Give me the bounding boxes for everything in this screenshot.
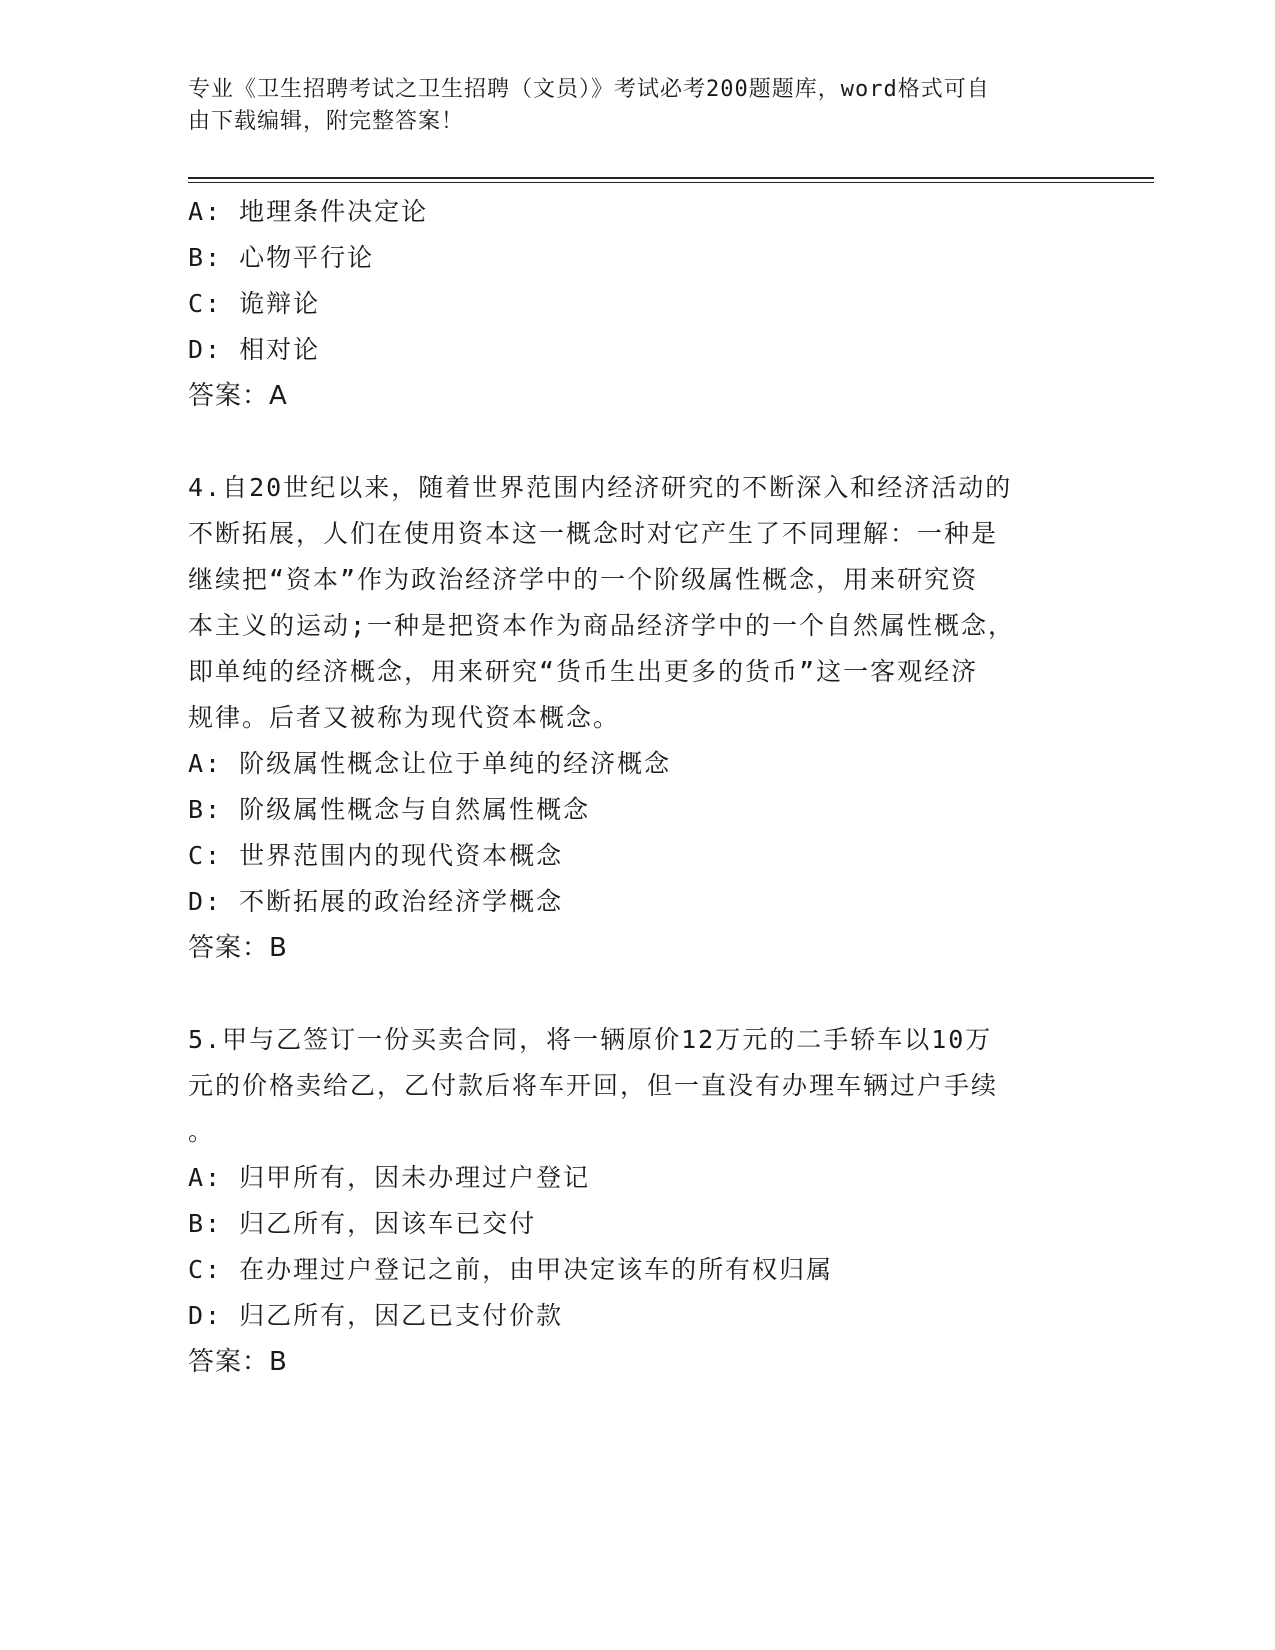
- q5-option-d: D: 归乙所有，因乙已支付价款: [188, 1301, 564, 1330]
- spacer: [188, 971, 1088, 1017]
- q4-stem-line: 本主义的运动;一种是把资本作为商品经济学中的一个自然属性概念，: [188, 611, 1016, 640]
- q3-option-a: A: 地理条件决定论: [188, 197, 429, 226]
- q4-stem-line: 继续把“资本”作为政治经济学中的一个阶级属性概念，用来研究资: [188, 565, 979, 594]
- q4-option-b: B: 阶级属性概念与自然属性概念: [188, 795, 591, 824]
- q5-stem-line: 元的价格卖给乙，乙付款后将车开回，但一直没有办理车辆过户手续: [188, 1071, 999, 1100]
- question-4: [188, 465, 1088, 971]
- q5-stem-line: 5.甲与乙签订一份买卖合同，将一辆原价12万元的二手轿车以10万: [188, 1025, 993, 1054]
- header-divider-thick: [188, 177, 1154, 179]
- q5-option-c: C: 在办理过户登记之前，由甲决定该车的所有权归属: [188, 1255, 834, 1284]
- q4-stem-line: 即单纯的经济概念，用来研究“货币生出更多的货币”这一客观经济: [188, 657, 979, 686]
- question-content: [188, 189, 1088, 1385]
- q4-option-c: C: 世界范围内的现代资本概念: [188, 841, 564, 870]
- document-header: [188, 74, 1068, 138]
- q4-stem-line: 规律。后者又被称为现代资本概念。: [188, 703, 621, 732]
- q3-answer: 答案：A: [188, 381, 288, 411]
- q5-stem-line: 。: [188, 1117, 216, 1146]
- header-line-2: 由下载编辑，附完整答案！: [188, 109, 465, 134]
- q5-option-b: B: 归乙所有，因该车已交付: [188, 1209, 537, 1238]
- header-divider-thin: [188, 182, 1154, 183]
- q4-option-d: D: 不断拓展的政治经济学概念: [188, 887, 564, 916]
- question-3: [188, 189, 1088, 419]
- spacer: [188, 419, 1088, 465]
- q4-answer: 答案：B: [188, 933, 288, 963]
- q3-option-d: D: 相对论: [188, 335, 321, 364]
- q4-stem-line: 不断拓展，人们在使用资本这一概念时对它产生了不同理解：一种是: [188, 519, 999, 548]
- q4-option-a: A: 阶级属性概念让位于单纯的经济概念: [188, 749, 672, 778]
- q5-option-a: A: 归甲所有，因未办理过户登记: [188, 1163, 591, 1192]
- q4-stem-line: 4.自20世纪以来，随着世界范围内经济研究的不断深入和经济活动的: [188, 473, 1013, 502]
- q3-option-c: C: 诡辩论: [188, 289, 321, 318]
- header-line-1: 专业《卫生招聘考试之卫生招聘（文员）》考试必考200题题库，word格式可自: [188, 77, 990, 102]
- question-5: [188, 1017, 1088, 1385]
- q3-option-b: B: 心物平行论: [188, 243, 375, 272]
- q5-answer: 答案：B: [188, 1347, 288, 1377]
